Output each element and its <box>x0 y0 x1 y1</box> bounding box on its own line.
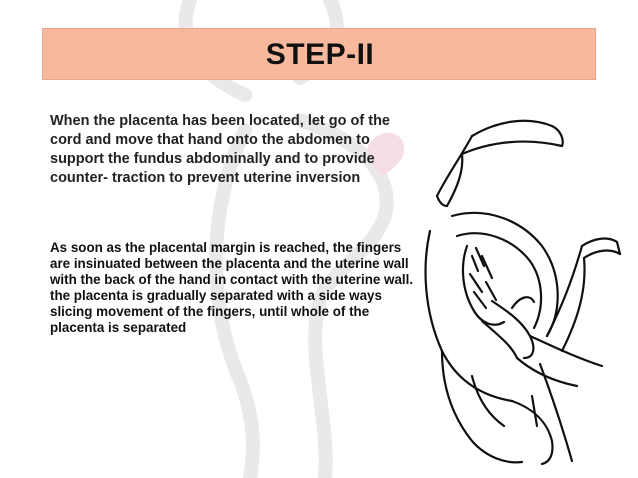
paragraph-2: As soon as the placental margin is reached, the fingers are insinuated between the placenta and the uterine wall with the back of the hand in contact with the uterine wall. the placenta is gradually separated with a side ways slicing movement of the fingers, until whole of the placenta is separated <box>50 240 414 335</box>
slide-title: STEP-II <box>265 38 375 71</box>
manual-placenta-removal-illustration-icon <box>412 96 632 466</box>
title-bar <box>42 28 596 80</box>
paragraph-1: When the placenta has been located, let go of the cord and move that hand onto the abdomen to support the fundus abdominally and to provide counter- traction to prevent uterine inversion <box>50 113 390 186</box>
